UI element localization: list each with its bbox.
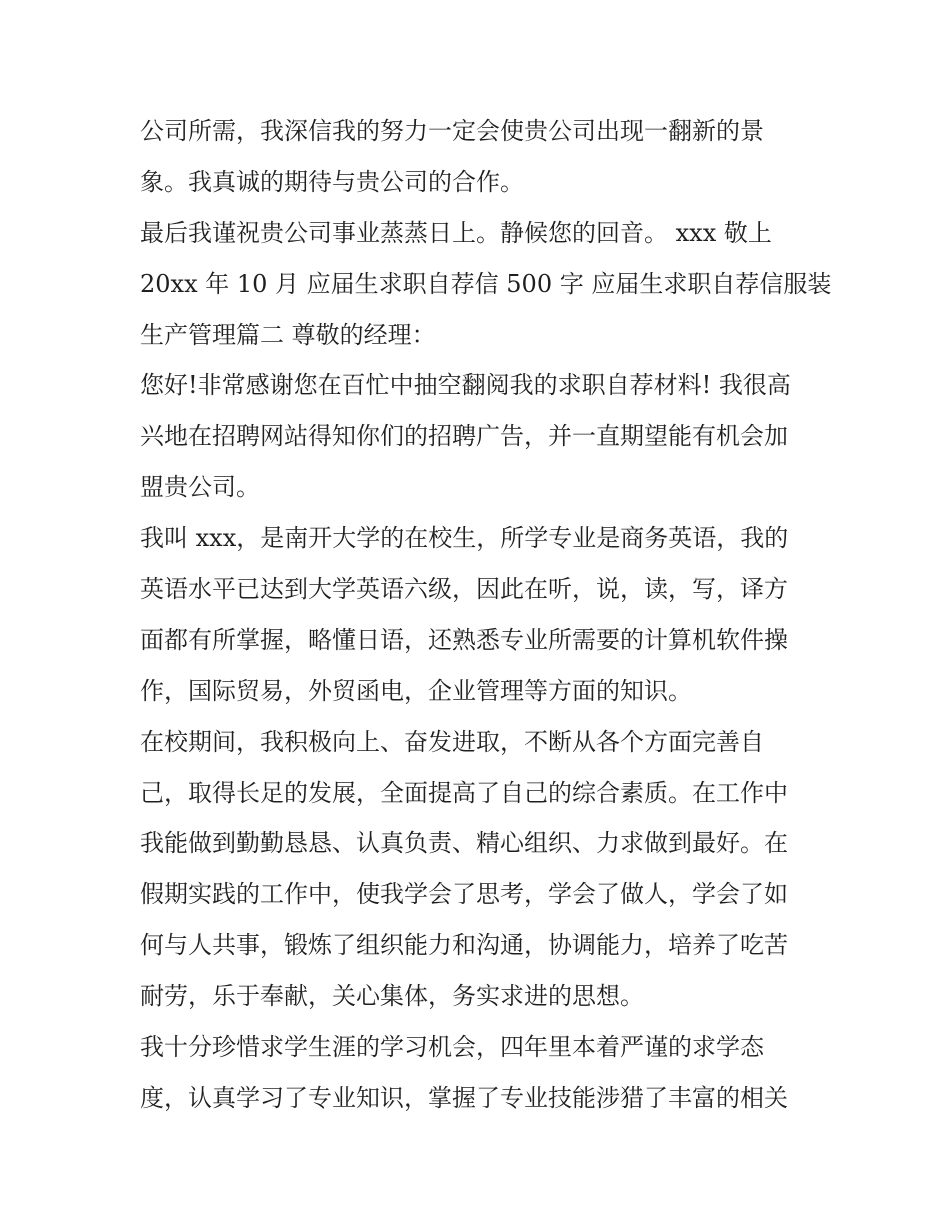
paragraph-closing-continuation (140, 106, 820, 208)
text-line: 20xx 年 10 月 应届生求职自荐信 500 字 应届生求职自荐信服装 (140, 269, 832, 298)
text-line: 公司所需，我深信我的努力一定会使贵公司出现一翻新的景 (140, 117, 764, 145)
paragraph-introduction (140, 513, 820, 717)
text-line: 盟贵公司。 (140, 473, 260, 502)
document-body (140, 106, 832, 1124)
text-line: 面都有所掌握，略懂日语，还熟悉专业所需要的计算机软件操 (140, 625, 788, 654)
text-line: 英语水平已达到大学英语六级，因此在听，说，读，写，译方 (140, 575, 788, 604)
text-line: 兴地在招聘网站得知你们的招聘广告，并一直期望能有机会加 (140, 422, 788, 451)
text-line: 象。我真诚的期待与贵公司的合作。 (140, 167, 524, 196)
text-line: 我叫 xxx，是南开大学的在校生，所学专业是商务英语，我的 (140, 524, 789, 553)
text-line: 己，取得长足的发展，全面提高了自己的综合素质。在工作中 (140, 778, 788, 807)
text-line: 在校期间，我积极向上、奋发进取，不断从各个方面完善自 (140, 727, 764, 756)
paragraph-campus-experience (140, 717, 820, 1022)
paragraph-study (140, 1022, 820, 1124)
paragraph-sign-off (140, 208, 832, 361)
text-line: 度，认真学习了专业知识，掌握了专业技能涉猎了丰富的相关 (140, 1083, 788, 1112)
text-line: 何与人共事，锻炼了组织能力和沟通，协调能力，培养了吃苦 (140, 931, 788, 960)
text-line: 生产管理篇二 尊敬的经理： (140, 320, 436, 349)
text-line: 耐劳，乐于奉献，关心集体，务实求进的思想。 (140, 982, 644, 1011)
text-line: 作，国际贸易，外贸函电，企业管理等方面的知识。 (140, 676, 692, 705)
paragraph-greeting (140, 360, 820, 513)
text-line: 您好!非常感谢您在百忙中抽空翻阅我的求职自荐材料! 我很高 (140, 371, 791, 400)
text-line: 我十分珍惜求学生涯的学习机会，四年里本着严谨的求学态 (140, 1033, 764, 1062)
text-line: 我能做到勤勤恳恳、认真负责、精心组织、力求做到最好。在 (140, 829, 788, 858)
text-line: 假期实践的工作中，使我学会了思考，学会了做人，学会了如 (140, 880, 788, 909)
text-line: 最后我谨祝贵公司事业蒸蒸日上。静候您的回音。 xxx 敬上 (140, 218, 772, 247)
